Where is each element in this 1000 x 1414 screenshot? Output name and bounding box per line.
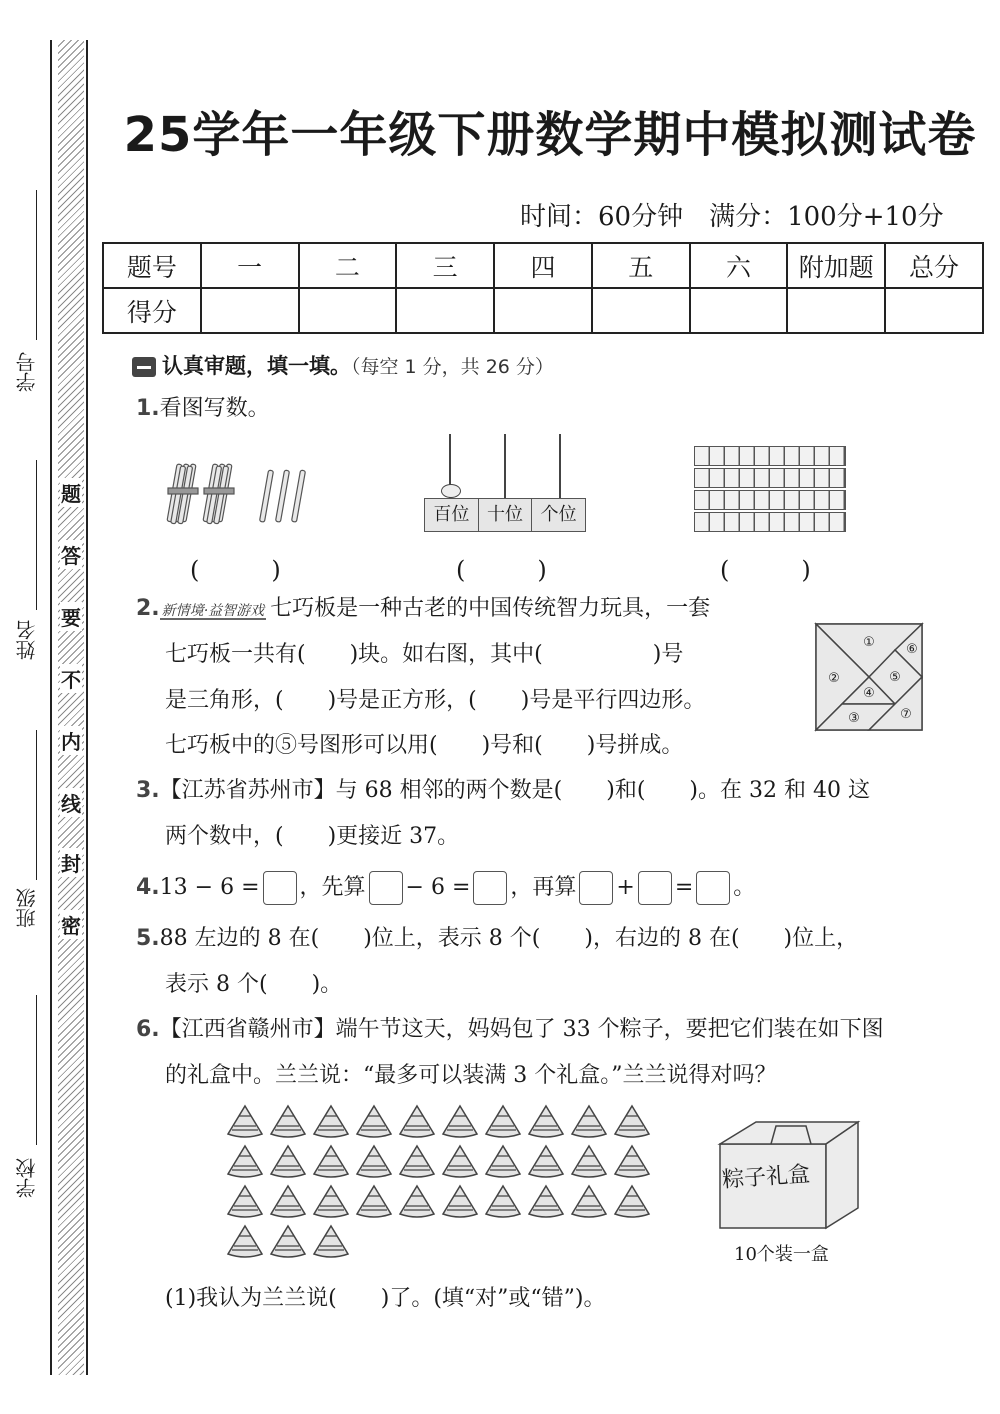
seal-char: 密 (60, 910, 82, 939)
class-line (36, 730, 37, 880)
question-text: 88 左边的 8 在( )位上，表示 8 个( )，右边的 8 在( )位上， (159, 926, 859, 951)
seal-char: 不 (60, 664, 82, 693)
bundle-icon (203, 464, 234, 524)
zongzi-icon (527, 1184, 565, 1220)
abacus-bead-icon (441, 484, 461, 498)
question-number: 1. (136, 396, 160, 421)
zongzi-icon (226, 1144, 264, 1180)
score-table-score-row (103, 288, 983, 333)
score-cell[interactable] (201, 288, 299, 333)
school-label: 学校 (15, 1158, 39, 1198)
bundle-icon (167, 464, 198, 524)
answer-box[interactable] (369, 871, 403, 905)
question-3 (136, 780, 870, 802)
equation-text: 。 (733, 875, 756, 900)
question-2-line: 是三角形，( )号是正方形，( )号是平行四边形。 (165, 688, 706, 713)
answer-blank[interactable]: ( ) (720, 556, 811, 584)
seal-char: 封 (60, 848, 82, 877)
zongzi-icon (312, 1144, 350, 1180)
answer-box[interactable] (473, 871, 507, 905)
score-cell[interactable] (494, 288, 592, 333)
score-cell[interactable] (690, 288, 788, 333)
abacus-figure (424, 434, 586, 534)
tangram-label: ⑦ (900, 707, 912, 722)
equation-text: 13 − 6 = (159, 875, 260, 900)
cube-row-icon (694, 468, 846, 488)
score-cell[interactable] (396, 288, 494, 333)
answer-box[interactable] (696, 871, 730, 905)
score-table-header: 总分 (885, 243, 983, 288)
seal-char: 内 (60, 726, 82, 755)
class-label: 班级 (15, 888, 39, 928)
section-heading (132, 350, 554, 380)
zongzi-icon (226, 1104, 264, 1140)
question-5 (136, 928, 858, 950)
equation-text: ，再算 (510, 875, 577, 900)
cube-blocks-figure (694, 446, 848, 534)
seal-char: 要 (60, 602, 82, 631)
zongzi-icon (269, 1224, 307, 1260)
question-number: 3. (136, 778, 160, 803)
student-id-line (36, 190, 37, 340)
tangram-label: ⑥ (906, 642, 918, 657)
score-table-header: 题号 (103, 243, 201, 288)
question-text: 【江苏省苏州市】与 68 相邻的两个数是( )和( )。在 32 和 40 这 (159, 778, 870, 803)
score-row-label: 得分 (103, 288, 201, 333)
zongzi-icon (613, 1184, 651, 1220)
question-6-line: 的礼盒中。兰兰说：“最多可以装满 3 个礼盒。”兰兰说得对吗？ (165, 1063, 777, 1088)
equation-text: − 6 = (405, 875, 471, 900)
binding-line-right (86, 40, 88, 1375)
equation-text: = (674, 875, 694, 900)
zongzi-icon (312, 1224, 350, 1260)
zongzi-icon (312, 1184, 350, 1220)
cube-row-icon (694, 490, 846, 510)
score-cell[interactable] (787, 288, 885, 333)
question-number: 6. (136, 1017, 160, 1042)
section-note: （每空 1 分，共 26 分） (351, 356, 554, 378)
zongzi-icon (398, 1104, 436, 1140)
answer-box[interactable] (579, 871, 613, 905)
question-number: 5. (136, 926, 160, 951)
zongzi-icon (226, 1184, 264, 1220)
score-table-header-row (103, 243, 983, 288)
zongzi-icon (398, 1184, 436, 1220)
tangram-label: ② (828, 671, 840, 686)
seal-char: 答 (60, 540, 82, 569)
section-title: 认真审题，填一填。 (162, 354, 351, 378)
question-number: 2. (136, 596, 160, 621)
zongzi-icon (355, 1104, 393, 1140)
score-table-header: 二 (299, 243, 397, 288)
equation-text: ，先算 (299, 875, 366, 900)
tangram-label: ⑤ (889, 670, 901, 685)
gift-box-label: 粽子礼盒 (721, 1161, 811, 1194)
zongzi-icon (269, 1104, 307, 1140)
abacus-rod (559, 434, 561, 500)
zongzi-icon (613, 1104, 651, 1140)
school-line (36, 995, 37, 1145)
zongzi-icon (570, 1144, 608, 1180)
zongzi-icon (355, 1144, 393, 1180)
zongzi-icon (484, 1144, 522, 1180)
time-score-info: 时间：60分钟 满分：100分+10分 (520, 202, 944, 232)
abacus-base (424, 498, 586, 532)
question-number: 4. (136, 875, 160, 900)
zongzi-icon (527, 1104, 565, 1140)
question-text: 看图写数。 (159, 396, 270, 421)
page-title: 25学年一年级下册数学期中模拟测试卷 (123, 107, 977, 163)
zongzi-icon (613, 1144, 651, 1180)
question-3-line: 两个数中，( )更接近 37。 (165, 824, 460, 849)
zongzi-icon (355, 1184, 393, 1220)
zongzi-icon (398, 1144, 436, 1180)
zongzi-icon (269, 1144, 307, 1180)
zongzi-icon (441, 1104, 479, 1140)
section-one-badge-icon (132, 357, 156, 377)
question-text: 七巧板是一种古老的中国传统智力玩具，一套 (270, 596, 711, 621)
question-text: 【江西省赣州市】端午节这天，妈妈包了 33 个粽子，要把它们装在如下图 (159, 1017, 884, 1042)
binding-margin (58, 40, 84, 1375)
answer-box[interactable] (638, 871, 672, 905)
single-stick-icon (260, 470, 306, 522)
zongzi-icon (527, 1144, 565, 1180)
question-6 (136, 1019, 884, 1041)
question-1 (136, 398, 270, 420)
score-table-header: 六 (690, 243, 788, 288)
answer-blank[interactable]: ( ) (456, 556, 547, 584)
question-2 (136, 598, 710, 620)
abacus-rod (504, 434, 506, 500)
zongzi-icon (484, 1184, 522, 1220)
abacus-label: 百位 (425, 499, 479, 531)
score-table-header: 五 (592, 243, 690, 288)
question-6-sub-1: (1)我认为兰兰说( )了。(填“对”或“错”)。 (165, 1286, 606, 1311)
zongzi-icon (570, 1104, 608, 1140)
abacus-label: 个位 (540, 504, 577, 525)
binding-line-left (50, 40, 52, 1375)
zongzi-group (226, 1104, 666, 1264)
answer-box[interactable] (263, 871, 297, 905)
score-cell[interactable] (299, 288, 397, 333)
score-cell[interactable] (885, 288, 983, 333)
zongzi-icon (484, 1104, 522, 1140)
zongzi-icon (570, 1184, 608, 1220)
score-table-header: 三 (396, 243, 494, 288)
tangram-label: ④ (863, 686, 875, 701)
score-cell[interactable] (592, 288, 690, 333)
answer-blank[interactable]: ( ) (190, 556, 281, 584)
abacus-label: 十位 (479, 499, 533, 531)
score-table-header: 四 (494, 243, 592, 288)
seal-char: 题 (60, 478, 82, 507)
score-table-header: 附加题 (787, 243, 885, 288)
tangram-label: ③ (848, 711, 860, 726)
name-line (36, 460, 37, 610)
stick-bundles-figure (160, 460, 320, 530)
question-2-line: 七巧板中的⑤号图形可以用( )号和( )号拼成。 (165, 733, 684, 758)
student-id-label: 学号 (15, 352, 39, 392)
new-context-tag: 新情境·益智游戏 (161, 603, 265, 619)
tangram-figure (814, 622, 924, 732)
zongzi-icon (441, 1184, 479, 1220)
gift-box-caption: 10个装一盒 (734, 1244, 829, 1265)
question-4 (136, 870, 755, 906)
name-label: 姓名 (15, 620, 39, 660)
cube-row-icon (694, 512, 846, 532)
question-2-line: 七巧板一共有( )块。如右图，其中( )号 (165, 642, 684, 667)
zongzi-icon (226, 1224, 264, 1260)
score-table (102, 242, 984, 334)
score-table-header: 一 (201, 243, 299, 288)
zongzi-icon (269, 1184, 307, 1220)
cube-row-icon (694, 446, 846, 466)
question-5-line: 表示 8 个( )。 (165, 972, 343, 997)
tangram-label: ① (863, 635, 875, 650)
equation-text: + (616, 875, 635, 900)
zongzi-icon (441, 1144, 479, 1180)
zongzi-icon (312, 1104, 350, 1140)
seal-char: 线 (60, 788, 82, 817)
